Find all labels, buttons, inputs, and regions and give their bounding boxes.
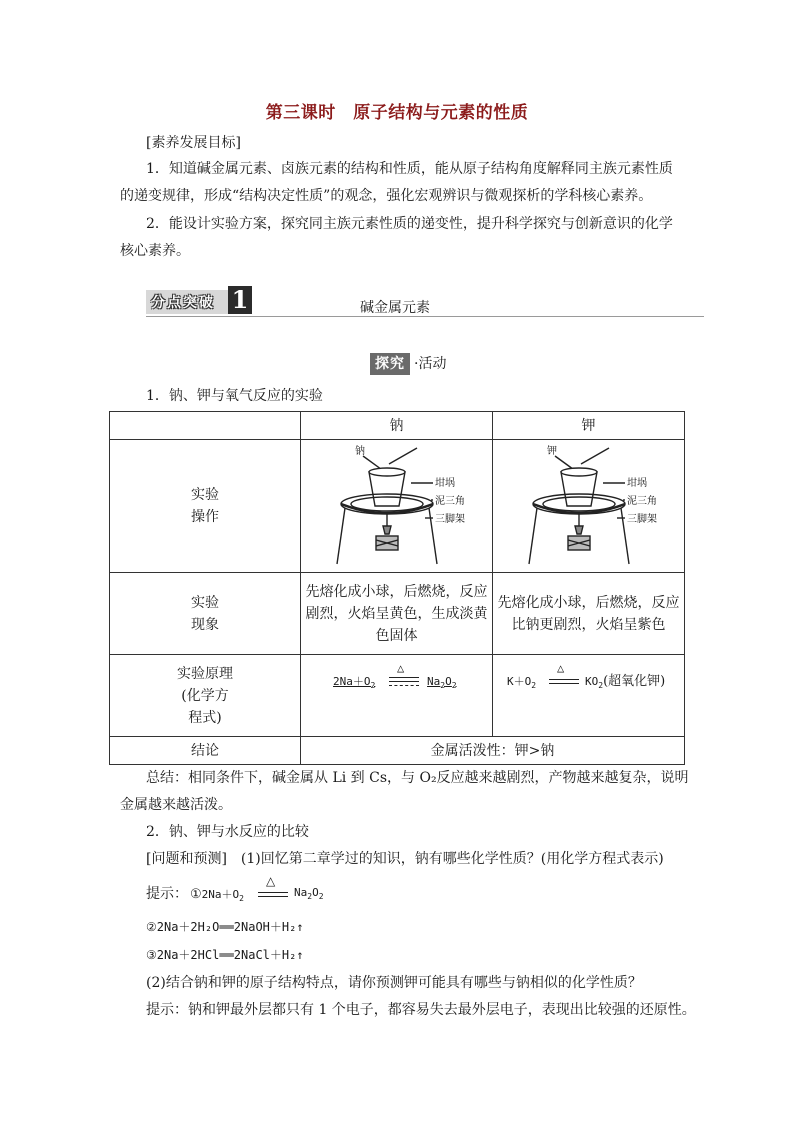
na-equation: $2Na+O_2$ △ $Na_2O_2$ bbox=[301, 655, 493, 737]
section-title: 碱金属元素 bbox=[360, 300, 430, 316]
tripod-label-na: 三脚架 bbox=[434, 514, 465, 525]
crucible-label-na: 坩埚 bbox=[434, 478, 455, 489]
na-apparatus-cell bbox=[301, 440, 493, 573]
na-metal-label: 钠 bbox=[354, 446, 365, 457]
question-2-2-answer: 提示：钠和钾最外层都只有 1 个电子，都容易失去最外层电子，表现出比较强的还原性。 bbox=[146, 1002, 696, 1018]
table-row-conclusion bbox=[110, 737, 685, 765]
conclusion-value: 金属活泼性：钾>钠 bbox=[301, 737, 685, 765]
table-header-empty bbox=[110, 412, 301, 440]
question-2-title: 2．钠、钾与水反应的比较 bbox=[146, 824, 309, 840]
eq1-arrow-bottom bbox=[258, 896, 288, 897]
heat-symbol-eq1: △ bbox=[266, 874, 276, 888]
equation-3: ③2Na＋2HCl══2NaCl＋H₂↑ bbox=[146, 948, 304, 962]
question-2-prompt: [问题和预测] (1)回忆第二章学过的知识，钠有哪些化学性质？(用化学方程式表示) bbox=[146, 851, 664, 867]
triangle-label-na: 泥三角 bbox=[434, 496, 465, 507]
goals-heading: [素养发展目标] bbox=[146, 135, 241, 151]
k-metal-label: 钾 bbox=[546, 446, 557, 457]
tripod-label-k: 三脚架 bbox=[626, 514, 657, 525]
goal-1-line-1: 1．知道碱金属元素、卤族元素的结构和性质，能从原子结构角度解释同主族元素性质 bbox=[146, 161, 673, 177]
summary-line-1: 总结：相同条件下，碱金属从 Li 到 Cs，与 O₂反应越来越剧烈，产物越来越复杂，说明 bbox=[146, 770, 689, 786]
equation-1: $①2Na+O_2$ bbox=[190, 887, 244, 904]
heat-symbol: △ bbox=[397, 661, 405, 675]
summary-line-2: 金属越来越活泼。 bbox=[120, 797, 232, 813]
activity-label: ·活动 bbox=[414, 356, 447, 372]
k-apparatus-diagram bbox=[499, 442, 679, 570]
equation-2: ②2Na＋2H₂O══2NaOH＋H₂↑ bbox=[146, 920, 304, 934]
equation-1-product: $Na_2O_2$ bbox=[294, 886, 324, 902]
section-badge-number: 1 bbox=[228, 286, 252, 314]
k-apparatus-cell bbox=[493, 440, 685, 573]
table-row-phenomenon bbox=[110, 573, 685, 655]
activity-tag: 探究 bbox=[370, 353, 410, 375]
phenomenon-label: 实验 现象 bbox=[110, 573, 301, 655]
table-row-principle bbox=[110, 655, 685, 737]
section-divider bbox=[146, 316, 704, 317]
principle-label: 实验原理 (化学方 程式) bbox=[110, 655, 301, 737]
table-header-row bbox=[110, 412, 685, 440]
goal-2-line-1: 2．能设计实验方案，探究同主族元素性质的递变性，提升科学探究与创新意识的化学 bbox=[146, 216, 673, 232]
question-1-title: 1．钠、钾与氧气反应的实验 bbox=[146, 388, 323, 404]
experiment-table bbox=[109, 411, 685, 765]
table-header-na: 钠 bbox=[301, 412, 493, 440]
eq1-arrow-top bbox=[258, 892, 288, 893]
na-phenomenon: 先熔化成小球，后燃烧，反应 剧烈，火焰呈黄色，生成淡黄 色固体 bbox=[301, 573, 493, 655]
section-badge-text: 分点突破 bbox=[151, 295, 215, 311]
goal-2-line-2: 核心素养。 bbox=[120, 243, 190, 259]
table-header-k: 钾 bbox=[493, 412, 685, 440]
section-badge bbox=[146, 285, 252, 314]
goal-1-line-2: 的递变规律，形成“结构决定性质”的观念，强化宏观辨识与微观探析的学科核心素养。 bbox=[120, 188, 653, 204]
triangle-label-k: 泥三角 bbox=[626, 496, 657, 507]
crucible-label-k: 坩埚 bbox=[626, 478, 647, 489]
k-phenomenon: 先熔化成小球，后燃烧，反应 比钠更剧烈，火焰呈紫色 bbox=[493, 573, 685, 655]
question-2-2: (2)结合钠和钾的原子结构特点，请你预测钾可能具有哪些与钠相似的化学性质？ bbox=[146, 975, 642, 991]
conclusion-label: 结论 bbox=[110, 737, 301, 765]
hint-label: 提示： bbox=[146, 886, 188, 902]
na-apparatus-diagram bbox=[307, 442, 487, 570]
k-equation: $K+O_2$ △ $KO_2$(超氧化钾) bbox=[493, 655, 685, 737]
table-row-operation bbox=[110, 440, 685, 573]
page-title: 第三课时 原子结构与元素的性质 bbox=[265, 103, 529, 123]
operation-label: 实验 操作 bbox=[110, 440, 301, 573]
